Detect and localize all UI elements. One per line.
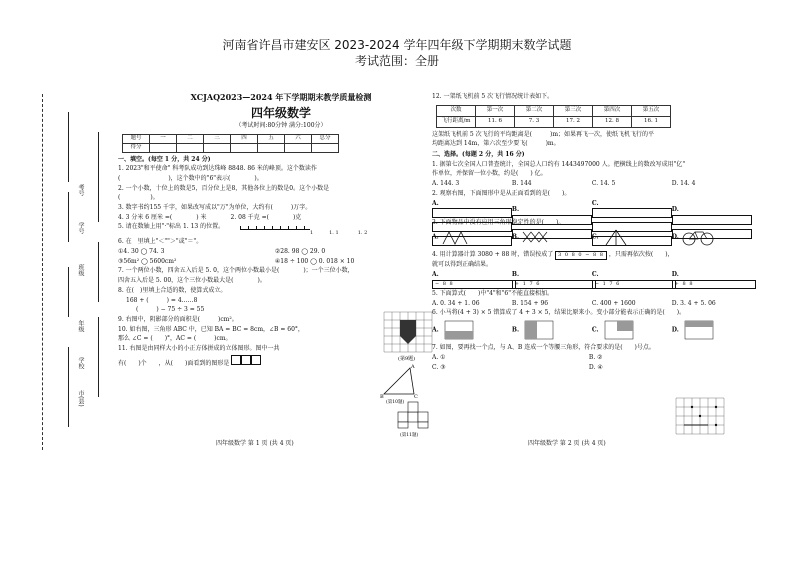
- option[interactable]: A. 0. 34 + 1. 06: [432, 299, 480, 307]
- score-head: 总分: [312, 134, 339, 143]
- option-letter: D.: [671, 326, 679, 334]
- choice-6: 6. 小马将(4 + 3) × 5 错算成了 4 + 3 × 5，结果比原来小。变小部分能表示正确的是( )。: [432, 309, 686, 317]
- flight-value: 16. 1: [632, 116, 671, 127]
- option-letter: A.: [432, 233, 439, 241]
- option-letter: D.: [671, 233, 679, 241]
- subject-title: 四年级数学: [250, 105, 311, 120]
- flight-head: 第一次: [476, 105, 515, 116]
- question-6-items: [118, 258, 444, 267]
- option-letter: A.: [432, 326, 439, 334]
- option[interactable]: A. ①: [432, 353, 446, 361]
- score-row-label: 得分: [123, 143, 150, 152]
- binding-strip: [38, 92, 110, 452]
- exam-title: XCJAQ2023—2024 年下学期期末教学质量检测: [190, 92, 372, 102]
- figure-caption: (第10题): [386, 400, 405, 404]
- exam-note: （考试时间:80分钟 满分:100分）: [235, 121, 327, 129]
- option-letter: C.: [591, 199, 599, 207]
- question-6: 6. 在 里填上"＜""＞"或"＝"。: [118, 238, 203, 246]
- figure-caption: (第11题): [400, 433, 419, 438]
- vertex-label: A: [411, 364, 415, 370]
- option[interactable]: [512, 271, 590, 289]
- choice-4c: 就可以得到正确结果。: [432, 261, 493, 269]
- option[interactable]: [672, 228, 750, 246]
- question-11b-text: 有( )个 ，从( )面看到的图形是: [118, 359, 230, 367]
- question-2b: ( )。: [118, 194, 159, 202]
- tripod-icon: [601, 228, 631, 246]
- score-head: 题号: [123, 134, 150, 143]
- page-1-footer: 四年级数学 第 1 页 (共 4 页): [216, 440, 294, 447]
- score-cell[interactable]: [177, 143, 204, 152]
- cut-line: [42, 94, 43, 450]
- flight-head: 第四次: [593, 105, 632, 116]
- calculator-keys: 3 0 8 0 − 8 8: [555, 251, 607, 260]
- question-10a: 10. 如右图，三角形 ABC 中，已知 BA = BC = 8cm，∠B = 60°，: [118, 325, 304, 333]
- score-head: 五: [258, 134, 285, 143]
- option-letter: B.: [511, 233, 520, 241]
- question-5-text: 5. 请在数轴上用"·"标出 1. 13 的位置。: [118, 223, 225, 231]
- section-choice: 二、选择。(每题 2 分，共 16 分): [432, 151, 525, 159]
- choice-5-options: [432, 300, 754, 309]
- choice-5: 5. 下面算式( )中"4"和"6"不能直接相加。: [432, 290, 553, 298]
- label-shixian: 市(县): [77, 390, 84, 407]
- option-letter: D.: [671, 271, 679, 279]
- compare-item: ④18 ÷ 100 ◯ 0. 018 × 10: [274, 257, 355, 265]
- question-8: 8. 在( )里填上合适的数，使算式成立。: [118, 286, 227, 294]
- compare-item: ①4. 30 ◯ 74. 3: [118, 248, 165, 256]
- choice-1a: 1. 据第七次全国人口普查统计，全国总人口约有 1443497000 人。把横线上的数改写成用"亿": [432, 160, 686, 168]
- exam-scope: 考试范围：全册: [354, 54, 439, 68]
- score-head: 二: [177, 134, 204, 143]
- field-line: [68, 347, 69, 427]
- question-7b: 四舍五入后是 5. 00，这个三位小数最大是( )。: [118, 277, 266, 285]
- flight-head: 第三次: [554, 105, 593, 116]
- option-letter: B.: [511, 326, 520, 334]
- option-letter: C.: [591, 326, 599, 334]
- number-line[interactable]: [240, 223, 310, 230]
- flight-head: 第五次: [632, 105, 671, 116]
- choice-4b-text: ，只需再依次按( )，: [608, 251, 674, 259]
- calculator-keys: + 1 7 6: [512, 280, 596, 289]
- tick-label: 1: [310, 230, 314, 237]
- dot-array-icon: [681, 319, 715, 341]
- question-6-items: [118, 248, 444, 257]
- square-icon: [241, 355, 251, 365]
- label-xuehao: 学号: [77, 222, 84, 234]
- field-line: [68, 267, 69, 317]
- vertex-label: C: [414, 394, 418, 400]
- field-line: [98, 317, 99, 397]
- option[interactable]: [592, 319, 670, 341]
- choice-1b: 作单位，并保留一位小数，约是( ) 亿。: [432, 170, 547, 178]
- label-kaohao: 考号: [77, 184, 84, 196]
- section-fill: 一、填空。(每空 1 分，共 24 分): [118, 155, 211, 163]
- tick-label: 1. 1: [329, 230, 339, 237]
- option[interactable]: [432, 228, 510, 246]
- score-cell[interactable]: [258, 143, 285, 152]
- field-line: [68, 112, 69, 182]
- page-2-footer: 四年级数学 第 2 页 (共 4 页): [528, 440, 606, 447]
- label-nianji: 年级: [77, 320, 84, 332]
- score-cell[interactable]: [312, 143, 339, 152]
- question-8b: ( ) − 75 ÷ 3 = 55: [136, 306, 205, 314]
- choice-7-options: [432, 354, 754, 363]
- question-7a: 7. 一个两位小数，四舍五入后是 5. 0，这个两位小数最小是( )；一个三位小数，: [118, 267, 354, 275]
- document-title: 河南省许昌市建安区 2023-2024 学年四年级下学期期末数学试题: [222, 38, 572, 52]
- option[interactable]: D. ④: [588, 363, 603, 371]
- choice-4a: [432, 251, 754, 260]
- option[interactable]: D. 14. 4: [671, 180, 696, 188]
- cube-figure-11: [392, 398, 436, 438]
- option-letter: C.: [591, 271, 599, 279]
- question-11a: 11. 右图是由同样大小的小正方体拼成的立体图形。图中一共: [118, 344, 280, 352]
- score-cell[interactable]: [204, 143, 231, 152]
- option[interactable]: [592, 271, 670, 289]
- option[interactable]: C. 400 + 1600: [591, 299, 636, 307]
- score-head: 六: [285, 134, 312, 143]
- option[interactable]: C. ③: [432, 363, 446, 371]
- option[interactable]: [592, 228, 670, 246]
- field-line: [98, 242, 99, 302]
- page-2: [432, 92, 754, 373]
- question-8a: 168 + ( ) = 4……8: [126, 296, 198, 304]
- dot-array-icon: [441, 319, 475, 341]
- choice-3: 3. 下面物品中没有应用三角形稳定性的是( )。: [432, 218, 565, 226]
- calculator-keys: + 8 8: [672, 280, 756, 289]
- question-10b: 那么 ∠C = ( )°，AC = ( )cm。: [118, 335, 232, 343]
- question-2a: 2. 一个小数，十位上的数是5，百分位上是8，其他各位上的数是0。这个小数是: [118, 184, 330, 192]
- flight-value: 7. 3: [515, 116, 554, 127]
- dot-array-icon: [521, 319, 555, 341]
- number-line-labels: [310, 230, 444, 237]
- score-cell[interactable]: [285, 143, 312, 152]
- option[interactable]: A. 144. 3: [432, 180, 460, 188]
- option[interactable]: B. ②: [588, 353, 603, 361]
- compare-item: ②28. 98 ◯ 29. 0: [274, 248, 326, 256]
- score-head: 四: [231, 134, 258, 143]
- option[interactable]: B. 144: [511, 180, 532, 188]
- page-1: [118, 92, 444, 438]
- flight-table: [436, 105, 671, 128]
- flight-value: 12. 8: [593, 116, 632, 127]
- option-letter: A.: [432, 271, 439, 279]
- option[interactable]: D. 3. 4 + 5. 06: [671, 299, 716, 307]
- choice-2: 2. 观察右图，下面图形中是从正面看到的是( )。: [432, 189, 571, 197]
- choice-4a-text: 4. 用计算器计算 3080 + 88 时，错误按成了: [432, 251, 554, 259]
- question-12b: 均距离达到 14m，第六次至少要飞( )m。: [432, 140, 560, 148]
- option-letter: B.: [511, 271, 520, 279]
- stretch-gate-icon: [521, 228, 551, 246]
- option[interactable]: [432, 271, 510, 289]
- figure-caption: (第9题): [398, 356, 416, 362]
- compare-item: ③56m² ◯ 5600cm²: [118, 257, 177, 265]
- question-12: 12. 一架纸飞机前 5 次飞行情况统计表如下。: [432, 93, 554, 100]
- grid-figure-9: [380, 310, 436, 362]
- question-4: 4. 3 分米 6 厘米 =( ) 米 2. 08 千克 =( )克: [118, 213, 302, 221]
- choice-2-options: [432, 200, 754, 218]
- option[interactable]: [512, 319, 590, 341]
- flight-value: 11. 6: [476, 116, 515, 127]
- option[interactable]: [672, 319, 750, 341]
- option[interactable]: [512, 228, 590, 246]
- question-3: 3. 数字书约155 千字，如果改写成以"万"为单位，大约有( )万字。: [118, 204, 312, 212]
- score-cell[interactable]: [150, 143, 177, 152]
- option[interactable]: [672, 271, 750, 289]
- field-line: [98, 132, 99, 222]
- choice-1-options: [432, 180, 754, 189]
- option-letter: A.: [432, 199, 439, 207]
- choice-7: 7. 如图，要再找一个点，与 A、B 连成一个等腰三角形，符合要求的是( )号点。: [432, 344, 655, 352]
- option[interactable]: [432, 319, 510, 341]
- cube-icon: [231, 355, 241, 365]
- option-letter: C.: [591, 233, 599, 241]
- rack-icon: [441, 228, 471, 246]
- question-9: 9. 右图中，阴影部分的面积是( )cm²。: [118, 315, 238, 323]
- score-table: [122, 134, 339, 153]
- choice-7-options: [432, 364, 754, 373]
- field-line: [68, 192, 69, 242]
- calculator-keys: − 1 7 6: [592, 280, 676, 289]
- flight-head: 第二次: [515, 105, 554, 116]
- flight-head: 次数: [437, 105, 476, 116]
- choice-6-options: [432, 319, 754, 343]
- calculator-keys: − 8 8: [432, 280, 516, 289]
- dot-array-icon: [601, 319, 635, 341]
- exam-sheet: [38, 92, 760, 452]
- option[interactable]: C. 14. 5: [591, 180, 616, 188]
- bicycle-icon: [681, 228, 715, 246]
- label-banji: 班级: [77, 264, 84, 276]
- option-letter: B.: [511, 206, 520, 214]
- label-xuexiao: 学校: [77, 357, 84, 369]
- score-head: 三: [204, 134, 231, 143]
- grid-points-figure: [672, 396, 728, 438]
- square-icon: [251, 355, 261, 365]
- question-12a: 这架纸飞机前 5 次飞行的平均距离是( )m；如果再飞一次，使纸飞机飞行的平: [432, 130, 655, 138]
- question-1b: ( )，这个数中的"6"表示( )。: [118, 175, 263, 183]
- question-1a: 1. 2023"和平使命" 科考队成功到达珠峰 8848. 86 米的峰顶。这个数读作: [118, 165, 317, 173]
- vertex-label: B: [380, 394, 384, 400]
- option[interactable]: B. 154 + 96: [511, 299, 549, 307]
- score-head: 一: [150, 134, 177, 143]
- flight-value: 17. 2: [554, 116, 593, 127]
- choice-4-options: [432, 271, 754, 289]
- tick-label: 1. 2: [357, 230, 368, 237]
- score-cell[interactable]: [231, 143, 258, 152]
- option-letter: D.: [671, 206, 679, 214]
- flight-label: 飞行距离/m: [437, 116, 476, 127]
